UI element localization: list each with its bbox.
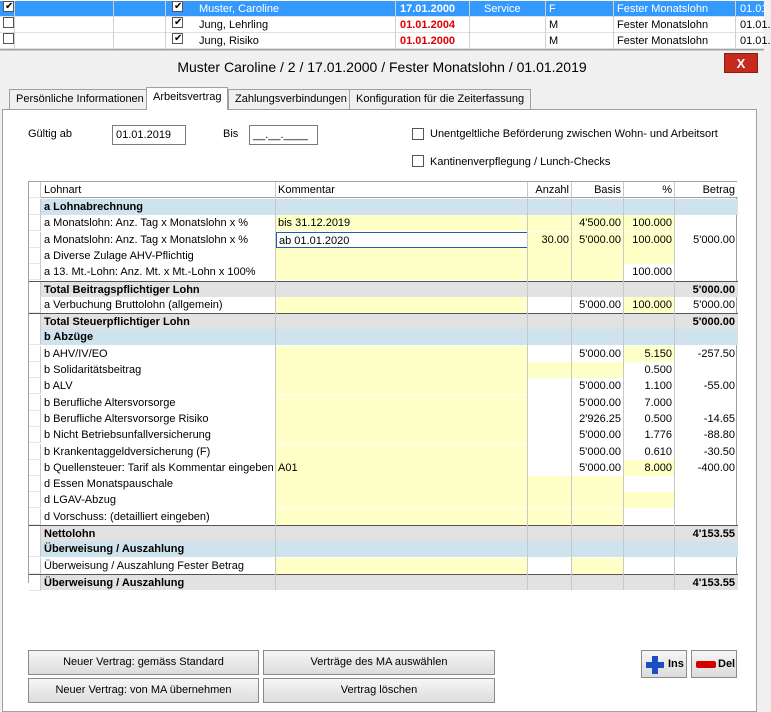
window-title: Muster Caroline / 2 / 17.01.2000 / Fester Monatslohn / 01.01.2019 (177, 59, 587, 75)
quantity-cell[interactable] (528, 362, 572, 378)
employee-valid-from: 01.01. (740, 35, 771, 47)
comment-cell[interactable] (276, 346, 528, 362)
comment-cell[interactable] (276, 444, 528, 460)
quantity-cell[interactable] (528, 346, 572, 362)
comment-cell[interactable] (276, 558, 528, 574)
employee-active-checkbox[interactable] (172, 33, 183, 44)
insert-row-button[interactable] (641, 650, 687, 678)
valid-to-label: Bis (223, 128, 239, 140)
percent-cell[interactable] (624, 492, 675, 508)
wage-type-cell: b ALV (44, 380, 73, 392)
quantity-cell[interactable] (528, 509, 572, 525)
comment-cell[interactable]: A01 (276, 460, 528, 476)
row-indicator[interactable] (29, 378, 41, 394)
col-basis[interactable]: Basis (594, 184, 621, 196)
delete-contract-button[interactable]: Vertrag löschen (263, 678, 495, 703)
employee-salary-model: Fester Monatslohn (617, 3, 709, 15)
column-divider (395, 33, 396, 49)
column-divider (165, 17, 166, 33)
wage-type-cell: b Berufliche Altersvorsorge (44, 397, 176, 409)
employee-name: Muster, Caroline (199, 3, 280, 15)
base-cell[interactable]: 5'000.00 (579, 380, 621, 392)
comment-cell[interactable] (276, 297, 528, 313)
employee-entry-date: 17.01.2000 (400, 3, 456, 15)
grid-header (29, 182, 738, 198)
employee-sex: M (549, 35, 559, 47)
base-cell[interactable]: 5'000.00 (579, 348, 621, 360)
base-cell[interactable]: 5'000.00 (572, 232, 624, 248)
column-divider (395, 17, 396, 33)
wage-type-cell: Überweisung / Auszahlung (44, 577, 185, 589)
section-row[interactable] (29, 329, 738, 345)
minus-icon (696, 661, 716, 668)
column-divider (165, 33, 166, 49)
wage-type-cell: b Krankentaggeldversicherung (F) (44, 446, 211, 458)
percent-cell[interactable]: 100.000 (624, 215, 675, 231)
valid-to-field[interactable]: __.__.____ (249, 125, 318, 145)
base-cell[interactable]: 5'000.00 (579, 299, 621, 311)
row-indicator[interactable] (29, 427, 41, 443)
quantity-cell[interactable] (528, 248, 572, 264)
amount-cell[interactable] (675, 509, 738, 525)
comment-cell[interactable] (276, 509, 528, 525)
col-kommentar[interactable]: Kommentar (278, 184, 335, 196)
percent-cell[interactable]: 5.150 (624, 346, 675, 362)
employee-select-checkbox[interactable] (3, 17, 14, 28)
amount-cell[interactable] (675, 264, 738, 280)
wage-row[interactable] (29, 346, 738, 362)
employee-row[interactable] (0, 1, 771, 17)
base-cell[interactable]: 5'000.00 (579, 397, 621, 409)
tab-employment-contract[interactable]: Arbeitsvertrag (146, 87, 228, 110)
quantity-cell[interactable] (528, 215, 572, 231)
quantity-cell[interactable] (528, 476, 572, 492)
wage-type-cell: a Monatslohn: Anz. Tag x Monatslohn x % (44, 217, 249, 229)
amount-cell[interactable] (675, 395, 738, 411)
comment-cell[interactable] (276, 248, 528, 264)
row-indicator[interactable] (29, 526, 41, 542)
grid-column-divider (623, 182, 624, 590)
employee-valid-from: 01.01. (740, 19, 771, 31)
wage-row[interactable] (29, 444, 738, 460)
percent-cell[interactable] (624, 476, 675, 492)
column-divider (613, 1, 614, 17)
wage-row[interactable] (29, 264, 738, 280)
wage-type-cell: Total Steuerpflichtiger Lohn (44, 316, 190, 328)
grid-column-divider (275, 182, 276, 590)
percent-cell[interactable]: 7.000 (644, 397, 672, 409)
row-indicator[interactable] (29, 575, 41, 591)
comment-cell[interactable] (276, 492, 528, 508)
quantity-cell[interactable] (528, 378, 572, 394)
percent-cell[interactable] (624, 558, 675, 574)
wage-type-cell: a Monatslohn: Anz. Tag x Monatslohn x % (44, 234, 249, 246)
employee-active-checkbox[interactable] (172, 1, 183, 12)
percent-cell[interactable]: 1.100 (644, 380, 672, 392)
column-divider (545, 17, 546, 33)
row-indicator[interactable] (29, 558, 41, 574)
amount-cell[interactable]: 5'000.00 (692, 284, 735, 296)
base-cell[interactable] (572, 476, 624, 492)
employee-department: Service (484, 3, 521, 15)
wage-type-cell: d LGAV-Abzug (44, 494, 116, 506)
section-row[interactable] (29, 199, 738, 215)
row-indicator[interactable] (29, 541, 41, 557)
row-indicator[interactable] (29, 476, 41, 492)
row-indicator[interactable] (29, 411, 41, 427)
employee-select-checkbox[interactable] (3, 33, 14, 44)
comment-cell[interactable] (276, 395, 528, 411)
grid-column-divider (674, 182, 675, 590)
wage-row[interactable] (29, 378, 738, 394)
wage-type-cell: b AHV/IV/EO (44, 348, 108, 360)
column-divider (165, 1, 166, 17)
grid-column-divider (571, 182, 572, 590)
base-cell[interactable] (572, 558, 624, 574)
employee-row[interactable] (0, 17, 771, 33)
amount-cell[interactable]: 4'153.55 (692, 528, 735, 540)
column-divider (613, 17, 614, 33)
column-divider (735, 1, 736, 17)
row-indicator[interactable] (29, 444, 41, 460)
wage-type-cell: Überweisung / Auszahlung Fester Betrag (44, 560, 244, 572)
wage-type-cell: b Nicht Betriebsunfallversicherung (44, 429, 211, 441)
total-row[interactable] (29, 574, 738, 590)
amount-cell[interactable]: -400.00 (697, 462, 735, 474)
wage-type-cell: b Abzüge (44, 331, 94, 343)
wage-type-cell: a Diverse Zulage AHV-Pflichtig (44, 250, 194, 262)
wage-row[interactable] (29, 427, 738, 443)
comment-cell[interactable] (276, 427, 528, 443)
wage-type-cell: d Vorschuss: (detailliert eingeben) (44, 511, 210, 523)
comment-cell[interactable] (276, 362, 528, 378)
row-indicator[interactable] (29, 264, 41, 280)
employee-valid-from: 01.01. (740, 3, 771, 15)
row-indicator[interactable] (29, 346, 41, 362)
column-divider (113, 33, 114, 49)
wage-row[interactable] (29, 492, 738, 508)
base-cell[interactable] (572, 248, 624, 264)
column-divider (469, 33, 470, 49)
comment-cell[interactable] (276, 476, 528, 492)
base-cell[interactable] (572, 264, 624, 280)
amount-cell[interactable] (675, 558, 738, 574)
amount-cell[interactable]: 5'000.00 (692, 316, 735, 328)
total-row[interactable] (29, 313, 738, 329)
column-divider (735, 33, 736, 49)
column-divider (113, 17, 114, 33)
amount-cell[interactable]: 5'000.00 (693, 234, 735, 246)
amount-cell[interactable] (675, 476, 738, 492)
wage-type-cell: a Lohnabrechnung (44, 201, 143, 213)
column-divider (545, 1, 546, 17)
free-transport-label: Unentgeltliche Beförderung zwischen Wohn- und Arbeitsort (430, 128, 718, 140)
quantity-cell[interactable] (528, 411, 572, 427)
comment-cell[interactable]: bis 31.12.2019 (276, 215, 528, 231)
row-indicator[interactable] (29, 232, 41, 248)
quantity-cell[interactable]: 30.00 (528, 232, 572, 248)
employee-list[interactable] (0, 0, 771, 50)
base-cell[interactable] (572, 492, 624, 508)
percent-cell[interactable] (624, 248, 675, 264)
delete-row-button[interactable] (691, 650, 737, 678)
column-divider (735, 17, 736, 33)
column-divider (469, 1, 470, 17)
comment-cell[interactable] (276, 264, 528, 280)
employee-row[interactable] (0, 33, 771, 49)
employee-sex: F (549, 3, 556, 15)
insert-label: Ins (668, 658, 684, 670)
section-row[interactable] (29, 541, 738, 557)
amount-cell[interactable] (675, 248, 738, 264)
wage-row[interactable] (29, 232, 738, 248)
canteen-checkbox[interactable] (412, 155, 424, 167)
base-cell[interactable]: 4'500.00 (572, 215, 624, 231)
base-cell[interactable]: 5'000.00 (579, 429, 621, 441)
wage-type-cell: Nettolohn (44, 528, 96, 540)
row-indicator[interactable] (29, 314, 41, 330)
percent-cell[interactable]: 1.776 (644, 429, 672, 441)
wage-type-cell: b Solidaritätsbeitrag (44, 364, 142, 376)
window-title-bar (0, 50, 764, 84)
wage-row[interactable] (29, 476, 738, 492)
base-cell[interactable]: 5'000.00 (579, 462, 621, 474)
quantity-cell[interactable] (528, 492, 572, 508)
row-indicator (29, 182, 41, 198)
row-indicator[interactable] (29, 460, 41, 476)
employee-sex: M (549, 19, 559, 31)
percent-cell[interactable]: 0.610 (644, 446, 672, 458)
wage-row[interactable] (29, 411, 738, 427)
amount-cell[interactable]: -55.00 (703, 380, 735, 392)
plus-icon (646, 656, 664, 674)
wage-grid[interactable] (28, 181, 737, 589)
row-indicator[interactable] (29, 282, 41, 298)
employee-active-checkbox[interactable] (172, 17, 183, 28)
comment-cell[interactable]: ab 01.01.2020 (276, 232, 528, 248)
percent-cell[interactable]: 0.500 (644, 413, 672, 425)
quantity-cell[interactable] (528, 395, 572, 411)
employee-select-checkbox[interactable] (3, 1, 14, 12)
wage-type-cell: a 13. Mt.-Lohn: Anz. Mt. x Mt.-Lohn x 100% (44, 266, 256, 278)
wage-type-cell: Überweisung / Auszahlung (44, 543, 185, 555)
tab-personal-info[interactable]: Persönliche Informationen (9, 89, 151, 109)
valid-from-label: Gültig ab (28, 128, 73, 140)
comment-cell[interactable] (276, 378, 528, 394)
tab-payment-connections[interactable]: Zahlungsverbindungen (228, 89, 354, 109)
col-lohnart[interactable]: Lohnart (44, 184, 82, 196)
employee-entry-date: 01.01.2004 (400, 19, 456, 31)
wage-type-cell: Total Beitragspflichtiger Lohn (44, 284, 200, 296)
wage-row[interactable] (29, 395, 738, 411)
new-contract-from-employee-button[interactable]: Neuer Vertrag: von MA übernehmen (28, 678, 259, 703)
quantity-cell[interactable] (528, 427, 572, 443)
amount-cell[interactable]: -30.50 (703, 446, 735, 458)
select-contracts-button[interactable]: Verträge des MA auswählen (263, 650, 495, 675)
wage-row[interactable] (29, 509, 738, 525)
amount-cell[interactable]: -257.50 (697, 348, 735, 360)
row-indicator[interactable] (29, 248, 41, 264)
column-divider (14, 1, 15, 17)
quantity-cell[interactable] (528, 460, 572, 476)
wage-type-cell: b Quellensteuer: Tarif als Kommentar eingeben (44, 462, 274, 474)
total-row[interactable] (29, 281, 738, 297)
base-cell[interactable] (572, 509, 624, 525)
amount-cell[interactable]: -88.80 (703, 429, 735, 441)
quantity-cell[interactable] (528, 558, 572, 574)
valid-from-field[interactable]: 01.01.2019 (112, 125, 186, 145)
row-indicator[interactable] (29, 395, 41, 411)
amount-cell[interactable]: -14.65 (703, 413, 735, 425)
tab-time-tracking-config[interactable]: Konfiguration für die Zeiterfassung (349, 89, 531, 109)
new-contract-standard-button[interactable]: Neuer Vertrag: gemäss Standard (28, 650, 259, 675)
column-divider (14, 17, 15, 33)
column-divider (14, 33, 15, 49)
column-divider (469, 17, 470, 33)
percent-cell[interactable]: 100.000 (624, 232, 675, 248)
quantity-cell[interactable] (528, 297, 572, 313)
wage-row[interactable] (29, 215, 738, 231)
amount-cell[interactable] (675, 362, 738, 378)
employee-name: Jung, Risiko (199, 35, 259, 47)
canteen-label: Kantinenverpflegung / Lunch-Checks (430, 156, 611, 168)
row-indicator[interactable] (29, 362, 41, 378)
percent-cell[interactable]: 100.000 (632, 266, 672, 278)
row-indicator[interactable] (29, 329, 41, 345)
quantity-cell[interactable] (528, 264, 572, 280)
row-indicator[interactable] (29, 297, 41, 313)
col-anzahl[interactable]: Anzahl (535, 184, 569, 196)
base-cell[interactable] (572, 362, 624, 378)
amount-cell[interactable]: 5'000.00 (693, 299, 735, 311)
column-divider (395, 1, 396, 17)
row-indicator[interactable] (29, 492, 41, 508)
base-cell[interactable]: 2'926.25 (579, 413, 621, 425)
wage-row[interactable] (29, 362, 738, 378)
wage-row[interactable] (29, 248, 738, 264)
free-transport-checkbox[interactable] (412, 128, 424, 140)
close-button[interactable]: X (724, 53, 758, 73)
employee-salary-model: Fester Monatslohn (617, 19, 709, 31)
percent-cell[interactable]: 0.500 (644, 364, 672, 376)
employee-entry-date: 01.01.2000 (400, 35, 456, 47)
base-cell[interactable]: 5'000.00 (579, 446, 621, 458)
percent-cell[interactable] (624, 509, 675, 525)
wage-type-cell: b Berufliche Altersvorsorge Risiko (44, 413, 209, 425)
percent-cell[interactable]: 8.000 (624, 460, 675, 476)
delete-label: Del (718, 658, 736, 670)
amount-cell[interactable]: 4'153.55 (692, 577, 735, 589)
row-indicator[interactable] (29, 199, 41, 215)
total-row[interactable] (29, 525, 738, 541)
amount-cell[interactable] (675, 492, 738, 508)
col-betrag[interactable]: Betrag (702, 184, 735, 196)
col-percent[interactable]: % (662, 184, 672, 196)
column-divider (545, 33, 546, 49)
quantity-cell[interactable] (528, 444, 572, 460)
percent-cell[interactable]: 100.000 (624, 297, 675, 313)
row-indicator[interactable] (29, 509, 41, 525)
column-divider (113, 1, 114, 17)
comment-cell[interactable] (276, 411, 528, 427)
wage-type-cell: a Verbuchung Bruttolohn (allgemein) (44, 299, 223, 311)
wage-row[interactable] (29, 558, 738, 574)
grid-column-divider (527, 182, 528, 590)
column-divider (613, 33, 614, 49)
row-indicator[interactable] (29, 215, 41, 231)
employee-salary-model: Fester Monatslohn (617, 35, 709, 47)
wage-row[interactable] (29, 460, 738, 476)
wage-type-cell: d Essen Monatspauschale (44, 478, 174, 490)
amount-cell[interactable] (675, 215, 738, 231)
wage-row[interactable] (29, 297, 738, 313)
employee-name: Jung, Lehrling (199, 19, 269, 31)
